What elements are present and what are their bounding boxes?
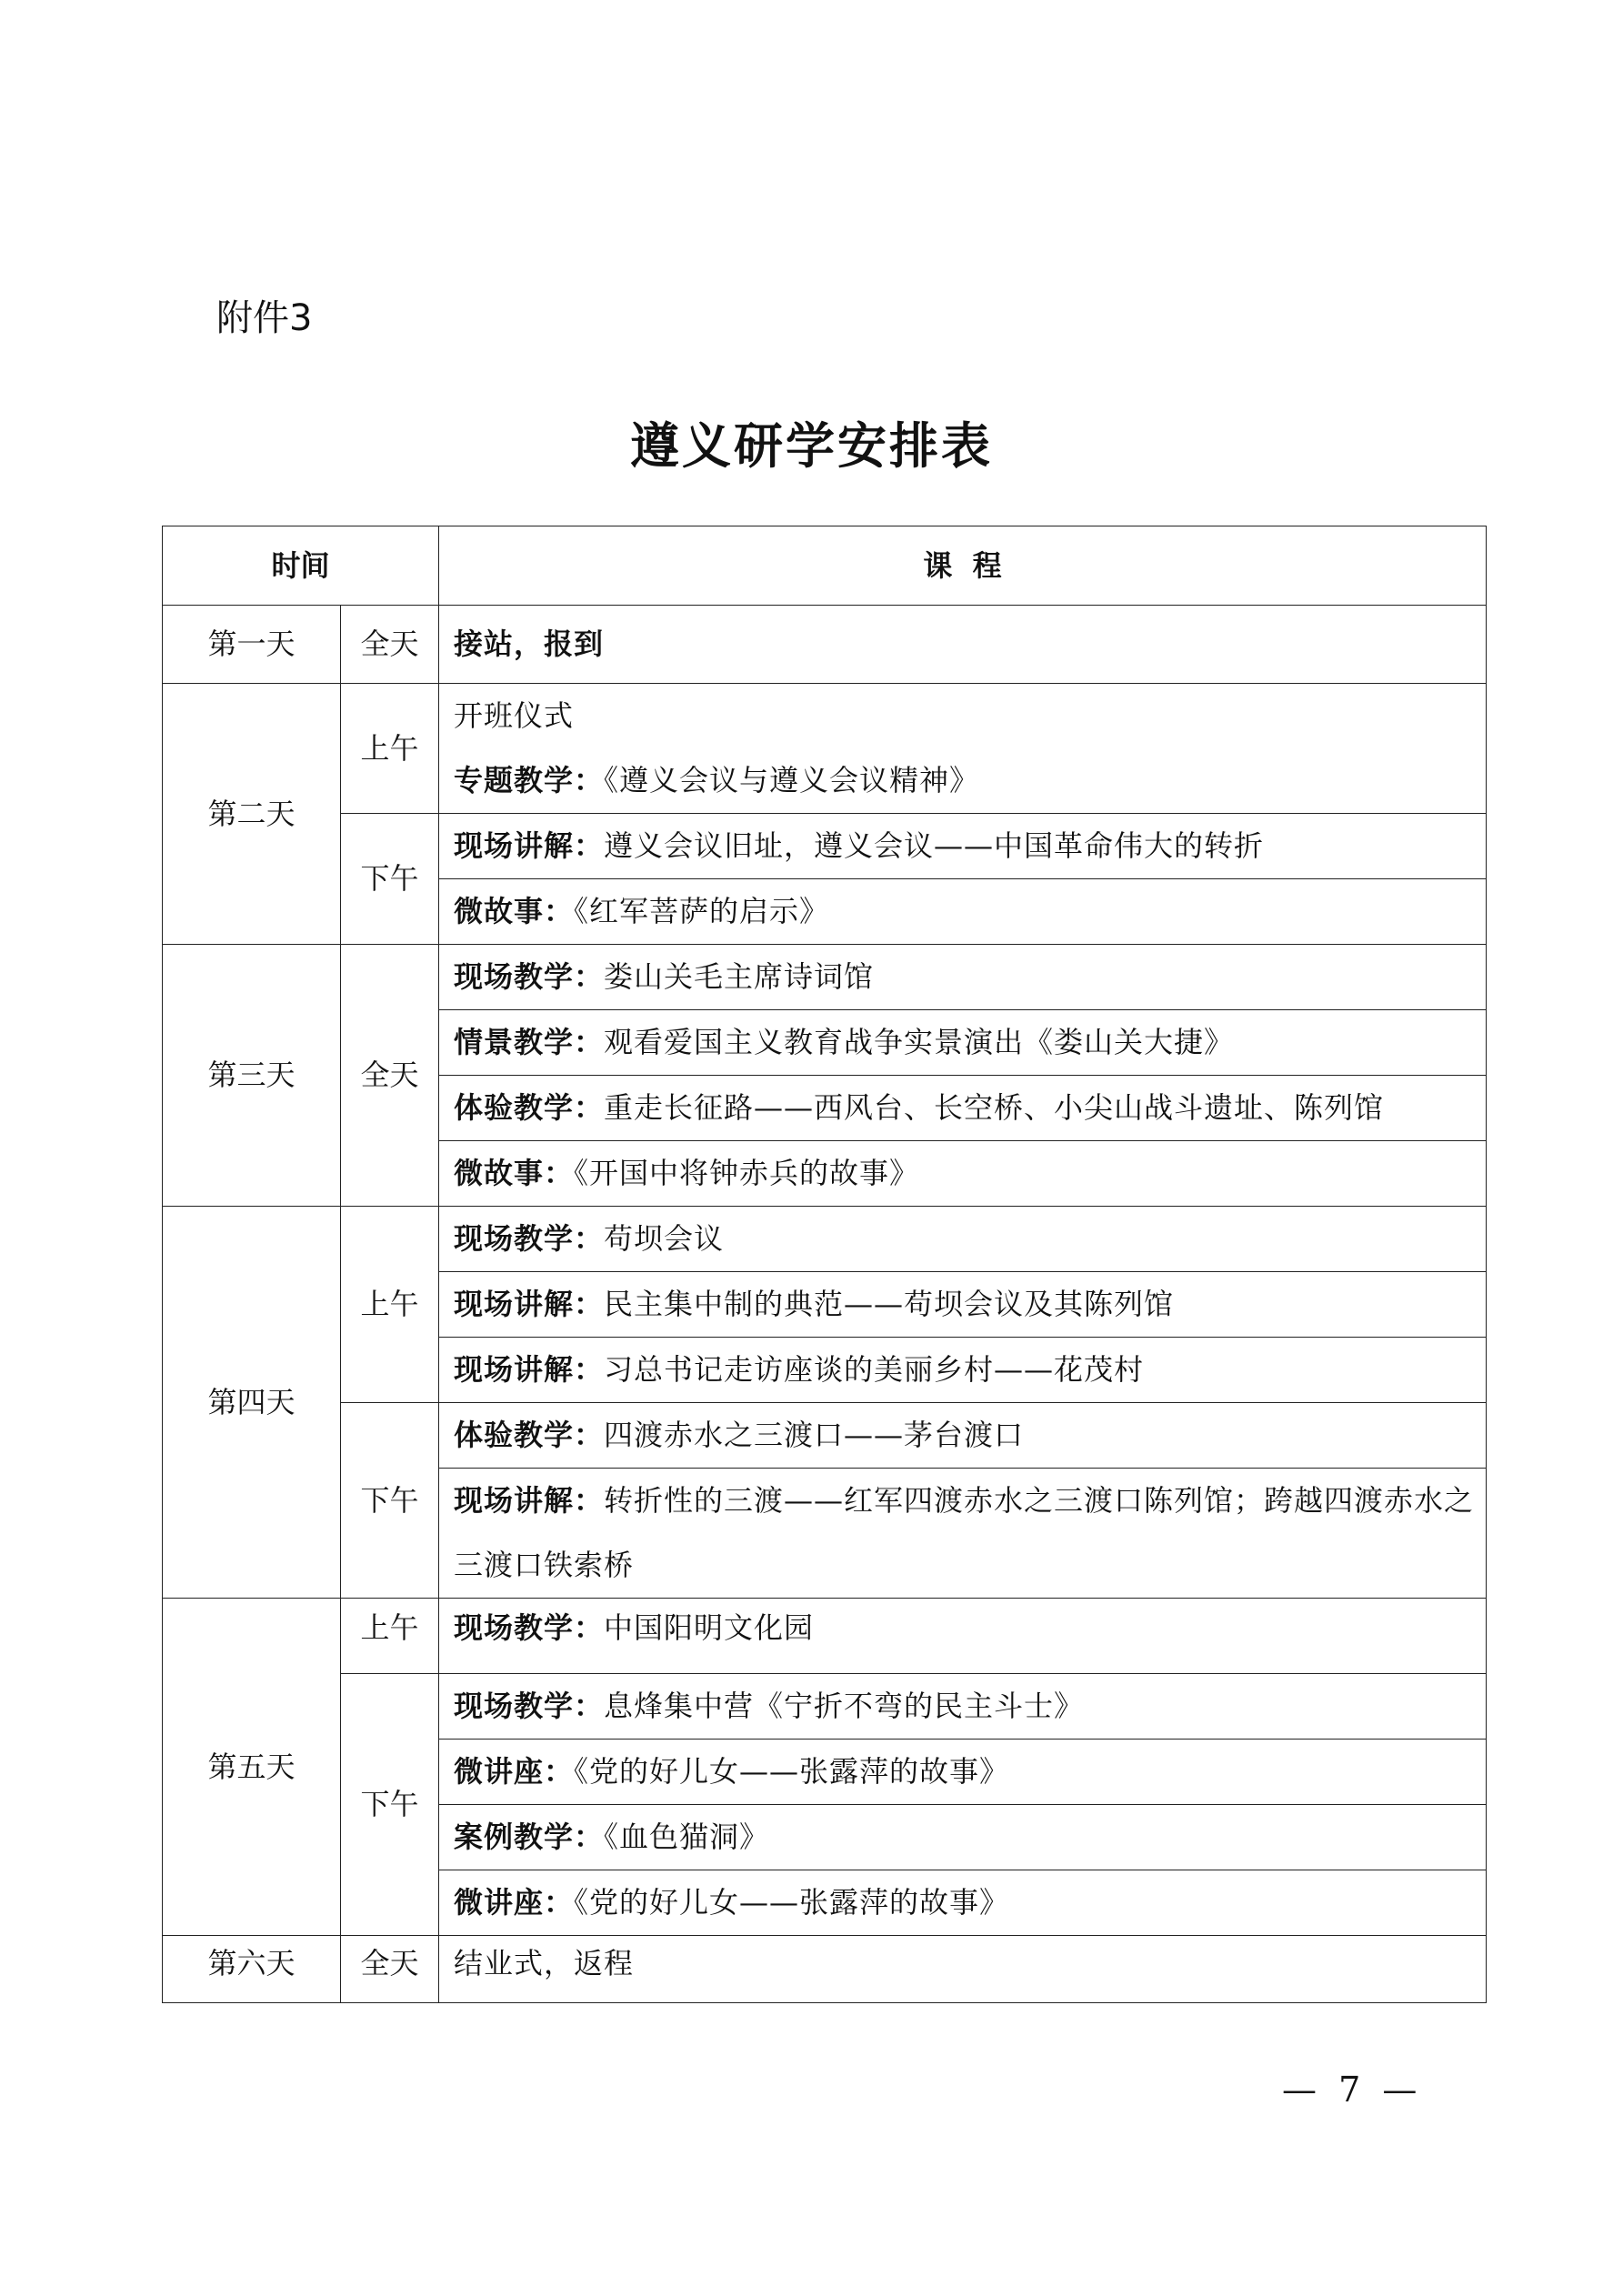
course-lead: 微故事： <box>454 894 575 928</box>
course-text: 观看爱国主义教育战争实景演出《娄山关大捷》 <box>604 1025 1235 1059</box>
period-label: 下午 <box>341 1674 439 1936</box>
header-time: 时间 <box>163 526 439 606</box>
course-item <box>439 1805 1487 1870</box>
course-item <box>439 1740 1487 1805</box>
page-number: — 7 — <box>1282 2070 1423 2110</box>
course-lead: 体验教学： <box>454 1418 605 1452</box>
course-item <box>439 1403 1487 1469</box>
course-lead: 现场教学： <box>454 959 605 994</box>
course-item <box>439 945 1487 1010</box>
course-text: 《遵义会议与遵义会议精神》 <box>604 763 980 797</box>
table-row <box>163 1936 1487 2003</box>
day-label: 第六天 <box>163 1936 341 2003</box>
course-item <box>439 1469 1487 1599</box>
day-label: 第二天 <box>163 684 341 945</box>
period-label: 上午 <box>341 684 439 814</box>
course-item <box>439 684 1487 814</box>
course-lead: 情景教学： <box>454 1025 605 1059</box>
course-lead: 现场讲解： <box>454 1352 605 1387</box>
course-item: 接站，报到 <box>439 606 1487 684</box>
period-label: 下午 <box>341 814 439 945</box>
course-lead: 现场讲解： <box>454 1287 605 1321</box>
course-text: 转折性的三渡——红军四渡赤水之三渡口陈列馆；跨越四渡赤水之三渡口铁索桥 <box>454 1483 1475 1582</box>
course-item <box>439 1207 1487 1272</box>
table-row <box>163 1207 1487 1272</box>
course-lead: 案例教学： <box>454 1820 605 1854</box>
page-title: 遵义研学安排表 <box>630 416 993 475</box>
period-label: 上午 <box>341 1599 439 1674</box>
course-text: 遵义会议旧址，遵义会议——中国革命伟大的转折 <box>604 828 1265 863</box>
course-text: 《血色猫洞》 <box>604 1820 770 1854</box>
course-lead: 现场教学： <box>454 1221 605 1256</box>
course-text: 《党的好儿女——张露萍的故事》 <box>574 1754 1010 1789</box>
course-lead: 专题教学： <box>454 763 605 797</box>
table-row <box>163 1674 1487 1740</box>
day-label: 第四天 <box>163 1207 341 1599</box>
period-label: 全天 <box>341 945 439 1207</box>
day-label: 第三天 <box>163 945 341 1207</box>
course-text: 《红军菩萨的启示》 <box>574 894 830 928</box>
course-lead: 现场教学： <box>454 1689 605 1723</box>
course-text: 开班仪式 <box>454 698 575 733</box>
course-text: 《开国中将钟赤兵的故事》 <box>574 1156 920 1190</box>
course-item <box>439 1272 1487 1338</box>
schedule-table <box>162 526 1487 2003</box>
course-lead: 现场讲解： <box>454 828 605 863</box>
table-row <box>163 606 1487 684</box>
course-lead: 现场讲解： <box>454 1483 605 1518</box>
course-lead: 体验教学： <box>454 1090 605 1125</box>
period-label: 上午 <box>341 1207 439 1403</box>
course-item <box>439 814 1487 879</box>
table-row <box>163 945 1487 1010</box>
course-item <box>439 1076 1487 1141</box>
course-item <box>439 1674 1487 1740</box>
course-item <box>439 1338 1487 1403</box>
table-row <box>163 1403 1487 1469</box>
table-row <box>163 684 1487 814</box>
table-header-row <box>163 526 1487 606</box>
course-item <box>439 1599 1487 1674</box>
course-text: 息烽集中营《宁折不弯的民主斗士》 <box>604 1689 1085 1723</box>
table-row <box>163 1599 1487 1674</box>
course-text: 四渡赤水之三渡口——茅台渡口 <box>604 1418 1025 1452</box>
course-text: 苟坝会议 <box>604 1221 725 1256</box>
course-text: 娄山关毛主席诗词馆 <box>604 959 875 994</box>
period-label: 下午 <box>341 1403 439 1599</box>
course-lead: 现场教学： <box>454 1610 605 1645</box>
course-lead: 微故事： <box>454 1156 575 1190</box>
table-row <box>163 814 1487 879</box>
day-label: 第五天 <box>163 1599 341 1936</box>
period-label: 全天 <box>341 1936 439 2003</box>
course-item <box>439 1870 1487 1936</box>
attachment-label: 附件3 <box>216 297 313 339</box>
course-lead: 微讲座： <box>454 1754 575 1789</box>
course-item <box>439 1141 1487 1207</box>
course-item <box>439 1010 1487 1076</box>
course-item: 结业式，返程 <box>439 1936 1487 2003</box>
course-item <box>439 879 1487 945</box>
header-course: 课 程 <box>439 526 1487 606</box>
course-lead: 微讲座： <box>454 1885 575 1920</box>
course-text: 习总书记走访座谈的美丽乡村——花茂村 <box>604 1352 1145 1387</box>
day-label: 第一天 <box>163 606 341 684</box>
period-label: 全天 <box>341 606 439 684</box>
course-text: 中国阳明文化园 <box>604 1610 815 1645</box>
course-text: 民主集中制的典范——苟坝会议及其陈列馆 <box>604 1287 1175 1321</box>
course-text: 《党的好儿女——张露萍的故事》 <box>574 1885 1010 1920</box>
course-text: 重走长征路——西风台、长空桥、小尖山战斗遗址、陈列馆 <box>604 1090 1385 1125</box>
